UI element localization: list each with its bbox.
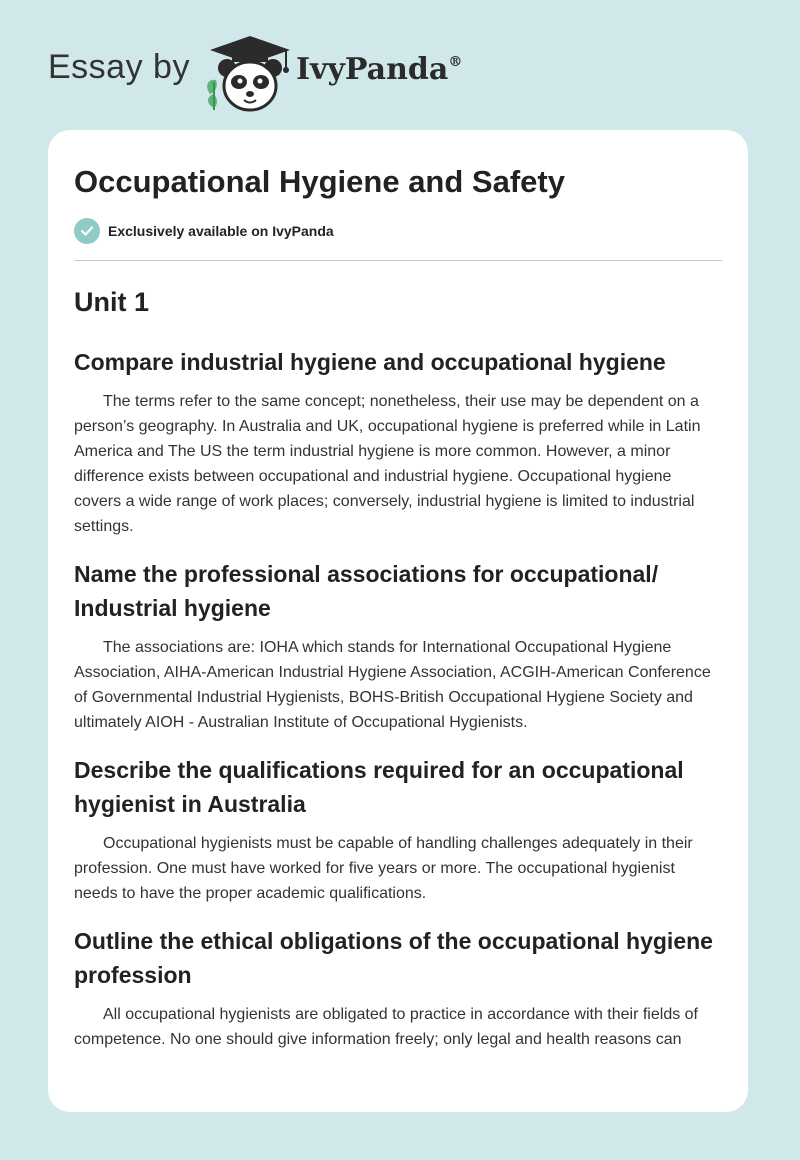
exclusive-badge [74,218,722,244]
site-header [48,30,488,110]
section-heading: Compare industrial hygiene and occupational hygiene [74,349,666,375]
section-body: The associations are: IOHA which stands for International Occupational Hygiene Association, AIHA-American Industrial Hygiene Association, ACGIH-American Conference of Governmental Industrial Hygienists, BOHS-British Occupational Hygiene Society and ultimately AIOH - Australian Institute of Occupational Hygienists. [74,639,711,731]
panda-logo-icon[interactable] [202,34,298,114]
section-qualifications [74,753,722,906]
unit-heading: Unit 1 [74,287,150,317]
section-professional-associations [74,557,722,735]
section-body: All occupational hygienists are obligated to practice in accordance with their fields of competence. No one should give information freely; only legal and health reasons can [74,1006,698,1048]
section-body: Occupational hygienists must be capable of handling challenges adequately in their profession. One must have worked for five years or more. The occupational hygienist needs to have the proper academic qualifications. [74,835,693,902]
page-title: Occupational Hygiene and Safety [74,164,565,199]
essay-by-label: Essay by [48,48,190,86]
section-ethical-obligations [74,924,722,1052]
registered-mark: ® [448,54,463,70]
divider [74,260,722,261]
section-heading: Describe the qualifications required for an occupational hygienist in Australia [74,757,684,817]
brand-name[interactable]: IvyPanda® [296,52,463,87]
section-body: The terms refer to the same concept; nonetheless, their use may be dependent on a person’s geography. In Australia and UK, occupational hygiene is preferred while in Latin America and The US the term industrial hygiene is more common. However, a minor difference exists between occupational and industrial hygiene. Occupational hygiene covers a wide range of work places; conversely, industrial hygiene is limited to industrial settings. [74,393,701,535]
check-icon [74,218,100,244]
section-heading: Name the professional associations for occupational/ Industrial hygiene [74,561,659,621]
section-compare-hygiene [74,345,722,539]
section-heading: Outline the ethical obligations of the occupational hygiene profession [74,928,713,988]
essay-card [48,130,748,1112]
badge-label: Exclusively available on IvyPanda [108,223,334,239]
